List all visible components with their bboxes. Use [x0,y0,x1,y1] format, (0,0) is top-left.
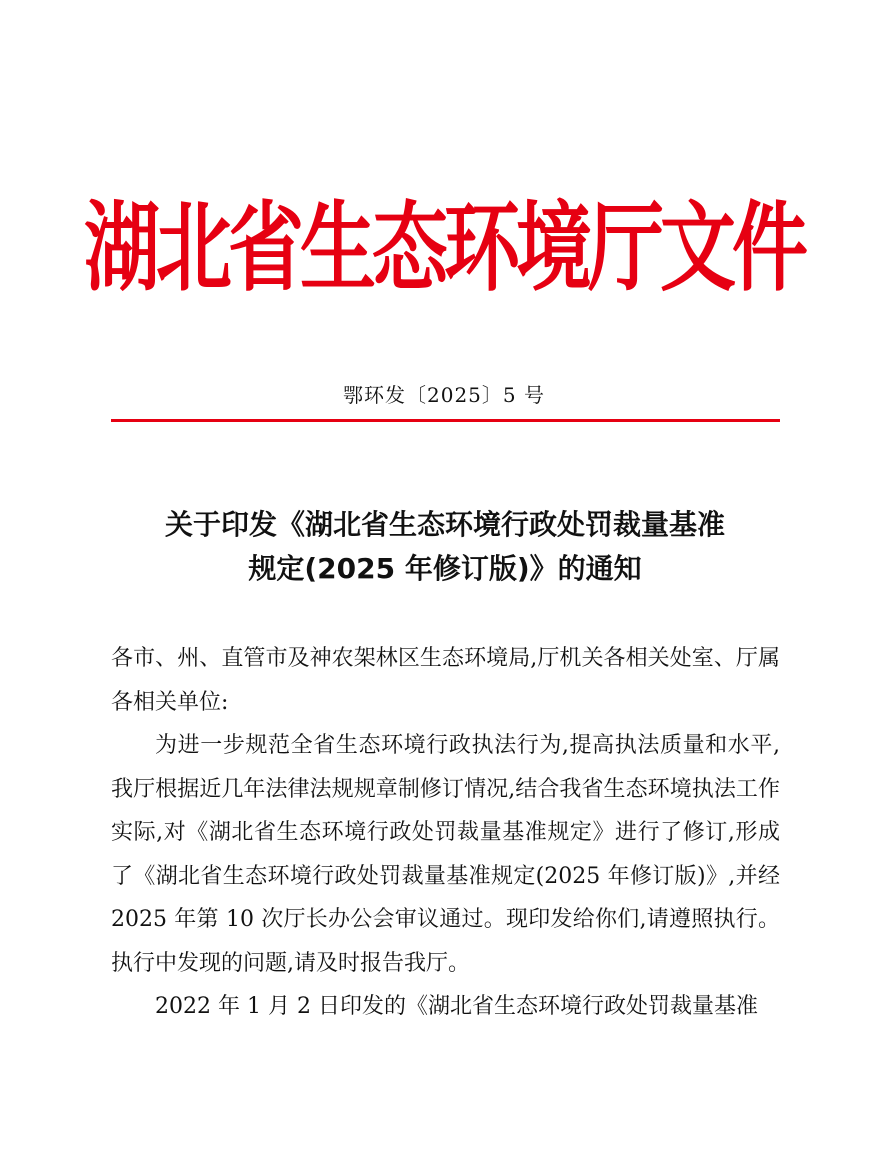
salutation: 各市、州、直管市及神农架林区生态环境局,厅机关各相关处室、厅属各相关单位: [111,646,780,715]
body-paragraph-2: 2022 年 1 月 2 日印发的《湖北省生态环境行政处罚裁量基准 [155,994,758,1019]
red-divider [111,419,780,422]
notice-title [100,503,790,591]
issuer-title: 湖北省生态环境厅文件 [84,190,804,305]
document-body [111,637,780,1029]
body-paragraph-1: 为进一步规范全省生态环境行政执法行为,提高执法质量和水平,我厅根据近几年法律法规规章制修订情况,结合我省生态环境执法工作实际,对《湖北省生态环境行政处罚裁量基准规定》进行了修订,形成了《湖北省生态环境行政处罚裁量基准规定(2025 年修订版)》,并经 2025 年第 10 次厅长办公会审议通过。现印发给你们,请遵照执行。执行中发现的问题,请及时报告我厅。 [111,733,780,976]
document-number: 鄂环发〔2025〕5 号 [343,383,545,407]
notice-title-line-1: 关于印发《湖北省生态环境行政处罚裁量基准 [164,508,725,541]
notice-title-line-2: 规定(2025 年修订版)》的通知 [248,552,642,585]
